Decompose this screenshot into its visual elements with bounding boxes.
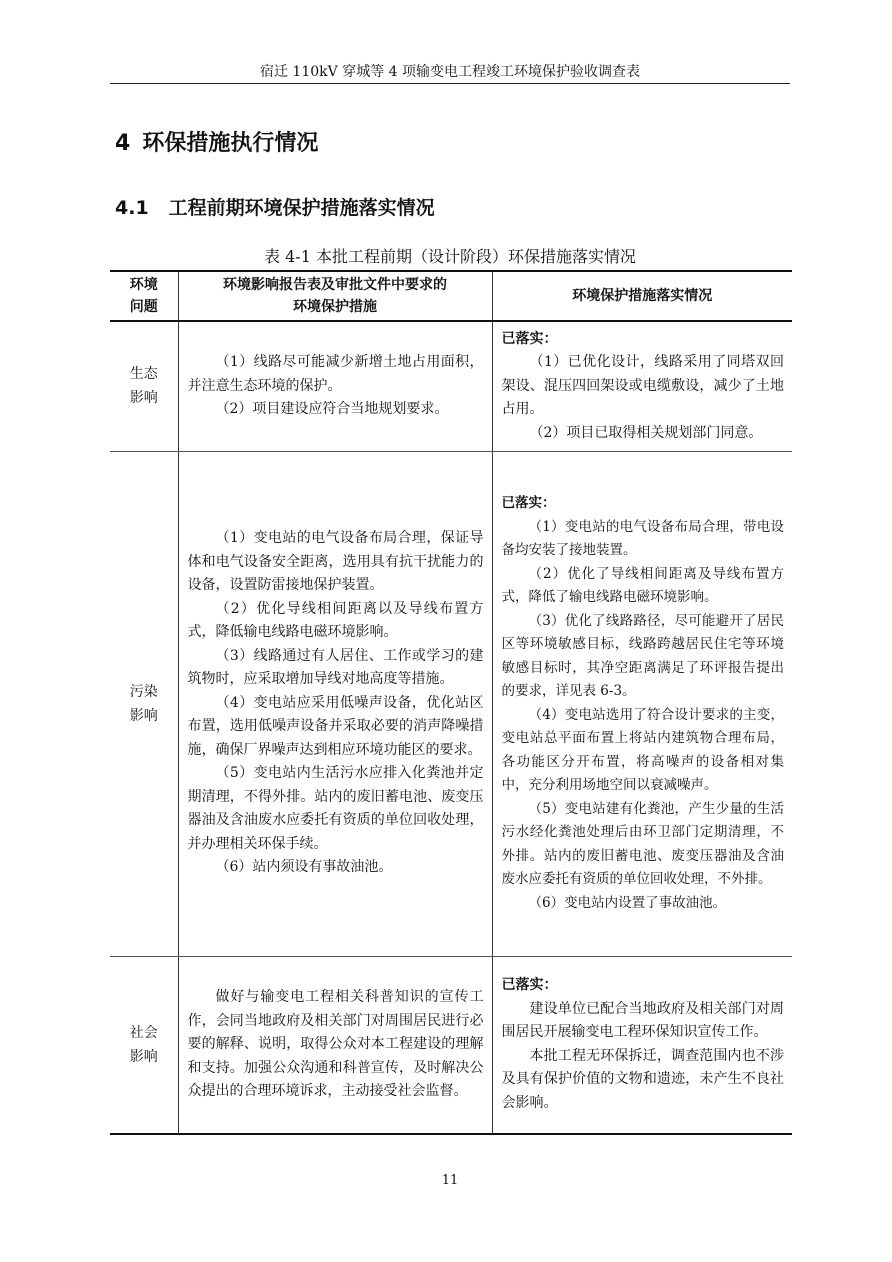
table-row-pollution [110,451,792,956]
requirement-item: （1）变电站的电气设备布局合理，保证导体和电气设备安全距离，选用具有抗干扰能力的设备，设置防雷接地保护装置。 [187,530,484,594]
requirement-item: （2）项目建设应符合当地规划要求。 [215,401,449,417]
status-label: 已落实： [501,977,558,994]
running-header: 宿迁 110kV 穿城等 4 项输变电工程竣工环境保护验收调查表 [259,64,641,80]
implementation-item: （1）已优化设计，线路采用了同塔双回架设、混压四回架设或电缆敷设，减少了土地占用。 [501,354,784,417]
requirement-item: （6）站内须设有事故油池。 [215,859,393,876]
status-label: 已落实： [501,330,558,347]
header-issue [110,271,178,321]
implementation-item: （5）变电站建有化粪池，产生少量的生活污水经化粪池处理后由环卫部门定期清理，不外排。站内的废旧蓄电池、废变压器油及含油废水应委托有资质的单位回收处理，不外排。 [501,800,784,887]
requirement-item: （2）优化导线相间距离以及导线布置方式，降低输电线路电磁环境影响。 [187,600,484,641]
issue-line2: 影响 [129,707,158,724]
status-label: 已落实： [501,495,556,511]
requirement-item: （3）线路通过有人居住、工作或学习的建筑物时，应采取增加导线对地高度等措施。 [187,647,484,688]
implementation-item: 本批工程无环保拆迁，调查范围内也不涉及具有保护价值的文物和遗迹，未产生不良社会影响。 [501,1047,784,1111]
table-header-row [110,271,792,321]
chapter-title-text: 环保措施执行情况 [142,131,319,156]
requirement-cell [178,956,492,1134]
requirement-cell [178,321,492,451]
issue-line1: 生态 [129,366,158,383]
issue-line2: 影响 [129,390,158,407]
issue-cell [110,451,178,956]
section-title [115,195,435,221]
page-number: 11 [441,1173,459,1188]
issue-line1: 污染 [129,683,158,700]
header-rule [110,83,790,84]
measures-table [110,270,792,1135]
table-caption: 表 4-1 本批工程前期（设计阶段）环保措施落实情况 [264,247,636,266]
header-requirement [178,271,492,321]
header-requirement-line1: 环境影响报告表及审批文件中要求的 [223,277,447,293]
requirement-item: （1）线路尽可能减少新增土地占用面积，并注意生态环境的保护。 [187,354,484,394]
implementation-cell [492,956,792,1134]
requirement-item: （4）变电站应采用低噪声设备，优化站区布置，选用低噪声设备并采取必要的消声降噪措施，确保厂界噪声达到相应环境功能区的要求。 [187,694,484,758]
header-requirement-line2: 环境保护措施 [293,299,377,315]
implementation-item: （2）项目已取得相关规划部门同意。 [529,424,763,441]
table-row-ecological [110,321,792,451]
requirement-item: （5）变电站内生活污水应排入化粪池并定期清理，不得外排。站内的废旧蓄电池、废变压器油及含油废水应委托有资质的单位回收处理，并办理相关环保手续。 [187,765,484,852]
implementation-item: （3）优化了线路路径，尽可能避开了居民区等环境敏感目标，线路跨越居民住宅等环境敏感目标时，其净空距离满足了环评报告提出的要求，详见表 6-3。 [501,612,784,699]
issue-cell [110,321,178,451]
chapter-title [115,130,318,158]
implementation-item: 建设单位已配合当地政府及相关部门对周围居民开展输变电工程环保知识宣传工作。 [501,1000,784,1041]
header-implementation: 环境保护措施落实情况 [492,271,792,321]
implementation-item: （2）优化了导线相间距离及导线布置方式，降低了输电线路电磁环境影响。 [501,565,784,605]
chapter-number: 4 [115,131,131,156]
implementation-item: （1）变电站的电气设备布局合理，带电设备均安装了接地装置。 [501,518,784,558]
section-title-text: 工程前期环境保护措施落实情况 [168,197,435,219]
section-number: 4.1 [115,197,149,219]
requirement-item: 做好与输变电工程相关科普知识的宣传工作，会同当地政府及相关部门对周围居民进行必要的解释、说明，取得公众对本工程建设的理解和支持。加强公众沟通和科普宣传，及时解决公众提出的合理环境诉求，主动接受社会监督。 [187,989,484,1099]
issue-line1: 社会 [129,1024,158,1041]
issue-cell [110,956,178,1134]
implementation-item: （6）变电站内设置了事故油池。 [528,894,727,911]
implementation-item: （4）变电站选用了符合设计要求的主变，变电站总平面布置上将站内建筑物合理布局，各功能区分开布置，将高噪声的设备相对集中，充分利用场地空间以衰减噪声。 [501,706,784,793]
issue-line2: 影响 [129,1048,158,1065]
requirement-cell [178,451,492,956]
implementation-cell [492,321,792,451]
table-row-social [110,956,792,1134]
header-issue-line2: 问题 [129,299,158,315]
implementation-cell [492,451,792,956]
header-issue-line1: 环境 [129,277,158,293]
